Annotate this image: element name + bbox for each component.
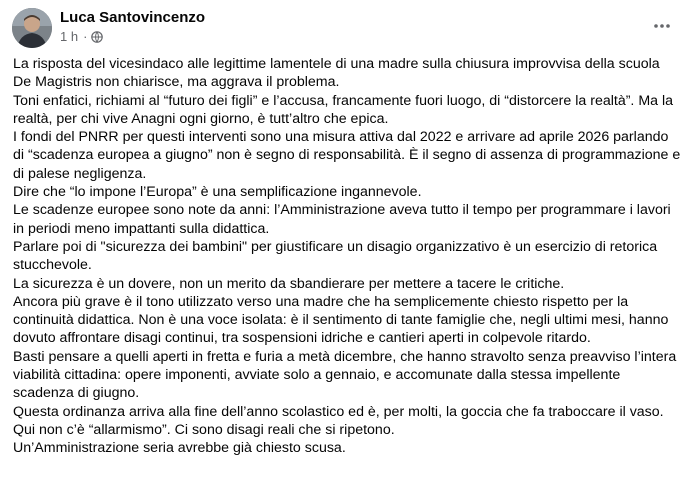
post-meta bbox=[60, 29, 103, 45]
post-body bbox=[13, 55, 681, 458]
post-paragraph: Le scadenze europee sono note da anni: l’Amministrazione aveva tutto il tempo per programmare i lavori in periodi meno impattanti sulla didattica. bbox=[13, 202, 671, 237]
post-time[interactable]: 1 h bbox=[60, 29, 79, 44]
meta-separator: · bbox=[83, 29, 88, 44]
post-paragraph: Dire che “lo impone l’Europa” è una semplificazione ingannevole. bbox=[13, 184, 422, 201]
more-horizontal-icon bbox=[654, 24, 670, 28]
post-paragraph: Parlare poi di "sicurezza dei bambini" per giustificare un disagio organizzativo è un esercizio di retorica stucchevole. bbox=[13, 238, 658, 274]
post-paragraph: Qui non c’è “allarmismo”. Ci sono disagi reali che si ripetono. bbox=[13, 421, 395, 438]
avatar[interactable] bbox=[12, 8, 52, 48]
post-paragraph: I fondi del PNRR per questi interventi sono una misura attiva dal 2022 e arrivare ad aprile 2026 parlando di “scadenza europea a giugno” non è segno di responsabilità. È il segno di assenza di programmazione e di palese negligenza. bbox=[13, 129, 681, 182]
post-paragraph: Toni enfatici, richiami al “futuro dei figli” e l’accusa, francamente fuori luogo, di “distorcere la realtà”. Ma la realtà, per chi vive Anagni ogni giorno, è tutt’altro che epica. bbox=[13, 92, 674, 127]
post-paragraph: Questa ordinanza arriva alla fine dell’anno scolastico ed è, per molti, la goccia che fa traboccare il vaso. bbox=[13, 403, 664, 420]
post-paragraph: Ancora più grave è il tono utilizzato verso una madre che ha semplicemente chiesto rispetto per la continuità didattica. Non è una voce isolata: è il sentimento di tante famiglie che, negli ultimi mesi, hanno dovuto affrontare disagi continui, tra sospensioni idriche e cantieri aperti in colpevole ritardo. bbox=[13, 293, 669, 347]
post-paragraph: Un’Amministrazione seria avrebbe già chiesto scusa. bbox=[13, 440, 346, 457]
post-paragraph: Basti pensare a quelli aperti in fretta e furia a metà dicembre, che hanno stravolto senza preavviso l’intera viabilità cittadina: opere imponenti, avviate solo a gennaio, e accomunate dalla stessa impellente scadenza di giugno. bbox=[13, 348, 677, 402]
globe-icon[interactable] bbox=[91, 31, 103, 43]
post-header bbox=[12, 8, 676, 48]
avatar-photo-icon bbox=[12, 8, 52, 48]
more-options-button[interactable] bbox=[648, 12, 676, 40]
post-paragraph: La risposta del vicesindaco alle legittime lamentele di una madre sulla chiusura improvvisa della scuola De Magistris non chiarisce, ma aggrava il problema. bbox=[13, 56, 660, 91]
author-name[interactable]: Luca Santovincenzo bbox=[60, 9, 206, 26]
post-paragraph: La sicurezza è un dovere, non un merito da sbandierare per mettere a tacere le critiche. bbox=[13, 275, 565, 292]
